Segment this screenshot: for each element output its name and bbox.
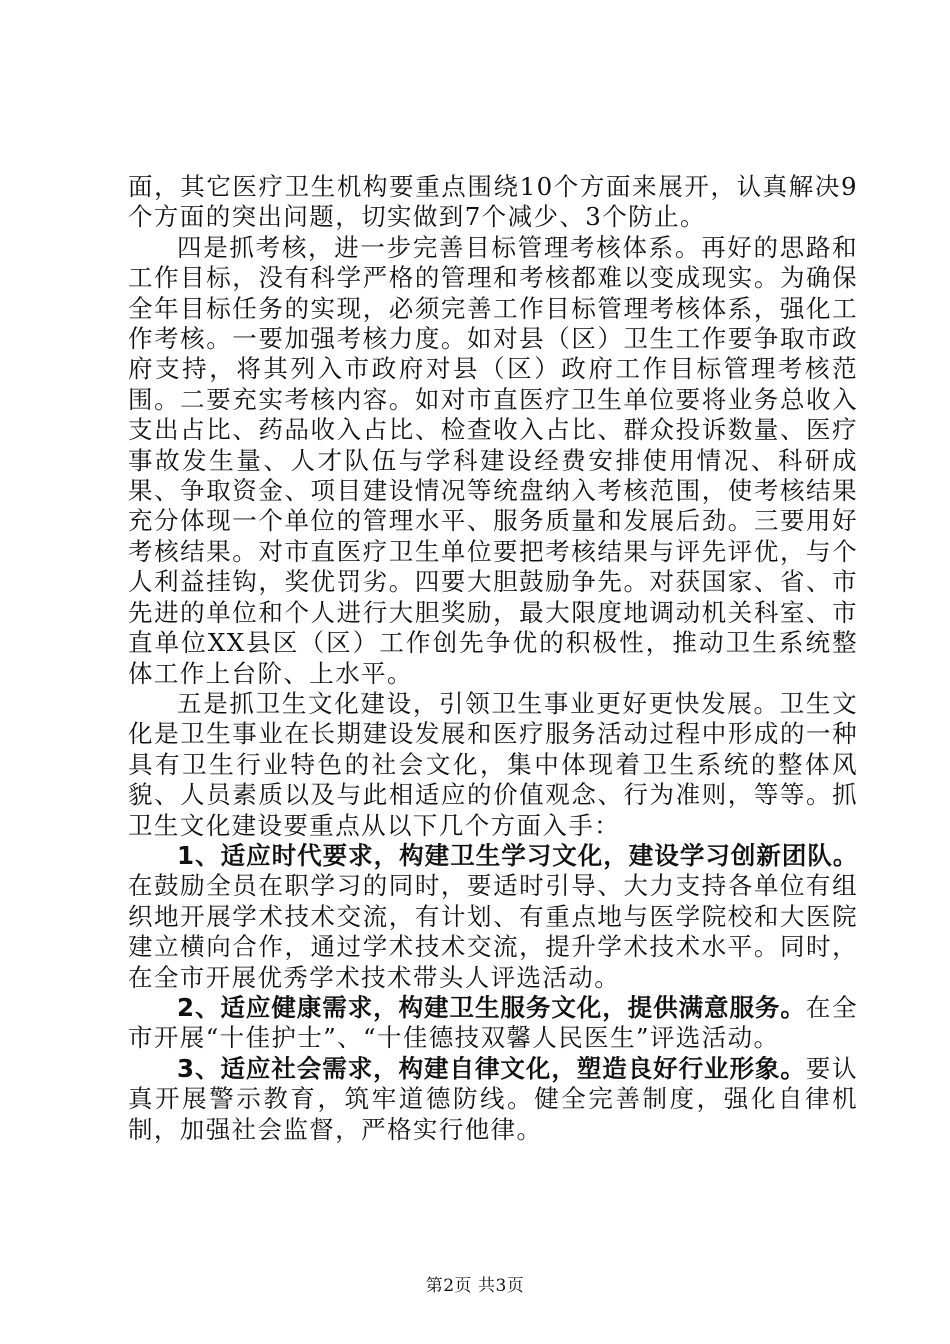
paragraph-text: 面，其它医疗卫生机构要重点围绕10个方面来展开，认真解决9个方面的突出问题，切实做到7个减少、3个防止。 [128,172,858,232]
paragraph-text: 要认真开展警示教育，筑牢道德防线。健全完善制度，强化自律机制，加强社会监督，严格实行他律。 [128,1053,858,1144]
page-footer [0,1271,950,1296]
paragraph-lead-bold: 3、适应社会需求，构建自律文化，塑造良好行业形象。 [177,1053,806,1083]
paragraph-text: 五是抓卫生文化建设，引领卫生事业更好更快发展。卫生文化是卫生事业在长期建设发展和医疗服务活动过程中形成的一种具有卫生行业特色的社会文化，集中体现着卫生系统的整体风貌、人员素质以及与此相适应的价值观念、行为准则，等等。抓卫生文化建设要重点从以下几个方面入手： [128,688,858,840]
paragraph-item-three [128,1054,858,1145]
paragraph-lead-bold: 1、适应时代要求，构建卫生学习文化，建设学习创新团队。 [177,840,858,870]
paragraph-continuation [128,172,858,233]
paragraph-text: 在鼓励全员在职学习的同时，要适时引导、大力支持各单位有组织地开展学术技术交流，有计划、有重点地与医学院校和大医院建立横向合作，通过学术技术交流，提升学术技术水平。同时，在全市开展优秀学术技术带头人评选活动。 [128,871,858,992]
paragraph-lead-bold: 2、适应健康需求，构建卫生服务文化，提供满意服务。 [177,992,806,1022]
paragraph-point-four [128,233,858,689]
paragraph-item-two [128,993,858,1054]
paragraph-text: 在全市开展“十佳护士”、“十佳德技双馨人民医生”评选活动。 [128,992,858,1053]
paragraph-text: 四是抓考核，进一步完善目标管理考核体系。再好的思路和工作目标，没有科学严格的管理和考核都难以变成现实。为确保全年目标任务的实现，必须完善工作目标管理考核体系，强化工作考核。一要加强考核力度。如对县（区）卫生工作要争取市政府支持，将其列入市政府对县（区）政府工作目标管理考核范围。二要充实考核内容。如对市直医疗卫生单位要将业务总收入支出占比、药品收入占比、检查收入占比、群众投诉数量、医疗事故发生量、人才队伍与学科建设经费安排使用情况、科研成果、争取资金、项目建设情况等统盘纳入考核范围，使考核结果充分体现一个单位的管理水平、服务质量和发展后劲。三要用好考核结果。对市直医疗卫生单位要把考核结果与评先评优，与个人利益挂钩，奖优罚劣。四要大胆鼓励争先。对获国家、省、市先进的单位和个人进行大胆奖励，最大限度地调动机关科室、市直单位XX县区（区）工作创先争优的积极性，推动卫生系统整体工作上台阶、上水平。 [128,232,858,688]
paragraph-point-five [128,689,858,841]
paragraph-item-one [128,841,858,993]
page-number-indicator: 第2页 共3页 [425,1276,525,1296]
document-body [128,172,858,1145]
